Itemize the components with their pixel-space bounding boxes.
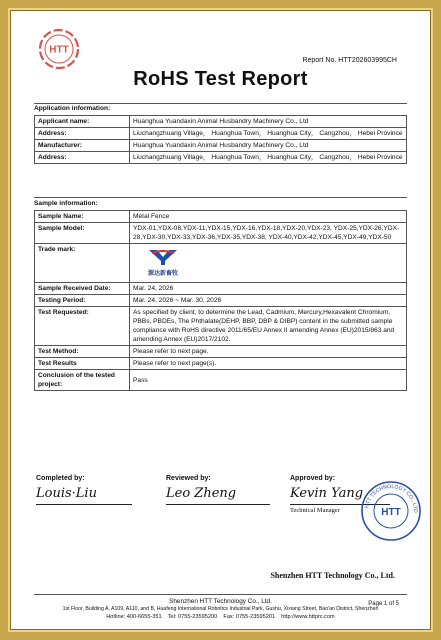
test-method-label: Test Method: (35, 346, 130, 358)
testing-period-label: Testing Period: (35, 295, 130, 307)
test-results-value: Please refer to next page(s). (130, 358, 407, 370)
svg-text:HTT: HTT (381, 507, 401, 518)
htt-logo-icon (38, 28, 80, 70)
manufacturer-label: Manufacturer: (35, 140, 130, 152)
approved-title: Technical Manager (290, 507, 340, 514)
company-name: Shenzhen HTT Technology Co., Ltd. (270, 571, 395, 580)
sample-name-label: Sample Name: (35, 211, 130, 223)
trademark-logo (133, 247, 193, 279)
table-row (35, 346, 407, 358)
conclusion-value: Pass (130, 370, 407, 391)
footer-contacts: Hotline: 400-6655-351 Tel: 0755-23595200 Fax: 0755-23595201 http://www.httprc.com (106, 614, 335, 620)
table-row (35, 152, 407, 164)
manufacturer-address-value: Liuchangzhuang Village， Huanghua Town， Huanghua City， Cangzhou， Hebei Province (130, 152, 407, 164)
reviewed-signature: Leo Zheng (166, 486, 237, 501)
footer-address: 1st Floor, Building A, A109, A110, and B, Huafeng International Robotics Industrial Park, Gushu, Xixiang Street, Bao'an District, Shenzhen (62, 606, 379, 612)
table-row (35, 244, 407, 283)
table-row (35, 116, 407, 128)
applicant-label: Applicant name: (35, 116, 130, 128)
table-row (35, 370, 407, 391)
trademark-cell (130, 244, 407, 283)
manufacturer-address-label: Address: (35, 152, 130, 164)
table-row (35, 295, 407, 307)
reviewed-label: Reviewed by: (166, 475, 211, 482)
completed-block (36, 475, 132, 505)
test-requested-label: Test Requested: (35, 307, 130, 346)
company-stamp (360, 480, 422, 542)
received-date-value: Mar. 24, 2026 (130, 283, 407, 295)
sample-model-label: Sample Model: (35, 223, 130, 244)
test-requested-value: As specified by client, to determine the Lead, Cadmium, Mercury,Hexavalent Chromium, PBBs, PBDEs, The Phthalate(DEHP, BBP, DBP & DIBP) content in the submitted sample compliance with RoHS directive 2011/65/EU Annex II amending Annex (EU)2015/863 and amending Annex (EU)2017/2102. (130, 307, 407, 346)
application-section-title: Application information: (34, 105, 111, 112)
test-method-value: Please refer to next page. (130, 346, 407, 358)
report-page (14, 14, 427, 626)
footer-company: Shenzhen HTT Technology Co., Ltd. (169, 598, 272, 605)
conclusion-label: Conclusion of the tested project: (35, 370, 130, 391)
test-results-label: Test Results (35, 358, 130, 370)
completed-label: Completed by: (36, 475, 85, 482)
completed-signature: Louis·Liu (36, 486, 97, 501)
applicant-value: Huanghua Yuandaxin Animal Husbandry Machinery Co., Ltd (130, 116, 407, 128)
table-row (35, 211, 407, 223)
footer-divider (34, 594, 407, 595)
sample-model-value: YDX-01,YDX-08,YDX-11,YDX-15,YDX-16,YDX-18,YDX-20,YDX-23, YDX-25,YDX-26,YDX-28,YDX-30,YDX-33,YDX-36,YDX-35,YDX-38, YDX-40,YDX-42,YDX-45,YDX-49,YDX-50 (130, 223, 407, 244)
manufacturer-value: Huanghua Yuandaxin Animal Husbandry Machinery Co., Ltd (130, 140, 407, 152)
yd-logo-icon (143, 247, 183, 267)
sample-section-title: Sample information: (34, 200, 98, 207)
trademark-text: 源达新畜牧 (147, 271, 178, 277)
svg-text:HTT: HTT (49, 44, 69, 56)
application-table (34, 115, 407, 164)
table-row (35, 140, 407, 152)
page-title: RoHS Test Report (133, 68, 308, 90)
received-date-label: Sample Received Date: (35, 283, 130, 295)
table-row (35, 307, 407, 346)
page-number: Page 1 of 5 (368, 601, 399, 607)
report-number: Report No. HTT202603995CH (302, 57, 397, 64)
table-row (35, 283, 407, 295)
table-row (35, 128, 407, 140)
trademark-label: Trade mark: (35, 244, 130, 283)
table-row (35, 223, 407, 244)
address-value: Liuchangzhuang Village， Huanghua Town， Huanghua City， Cangzhou， Hebei Province (130, 128, 407, 140)
reviewed-block (166, 475, 270, 505)
approved-label: Approved by: (290, 475, 336, 482)
table-row (35, 358, 407, 370)
svg-text:HTT TECHNOLOGY CO., LTD: HTT TECHNOLOGY CO., LTD (364, 483, 419, 513)
approved-signature: Kevin Yang (290, 486, 364, 501)
divider (34, 103, 407, 104)
testing-period-value: Mar. 24, 2026 ~ Mar. 30, 2026 (130, 295, 407, 307)
address-label: Address: (35, 128, 130, 140)
sample-name-value: Metal Fence (130, 211, 407, 223)
divider (34, 197, 407, 198)
sample-table (34, 210, 407, 391)
